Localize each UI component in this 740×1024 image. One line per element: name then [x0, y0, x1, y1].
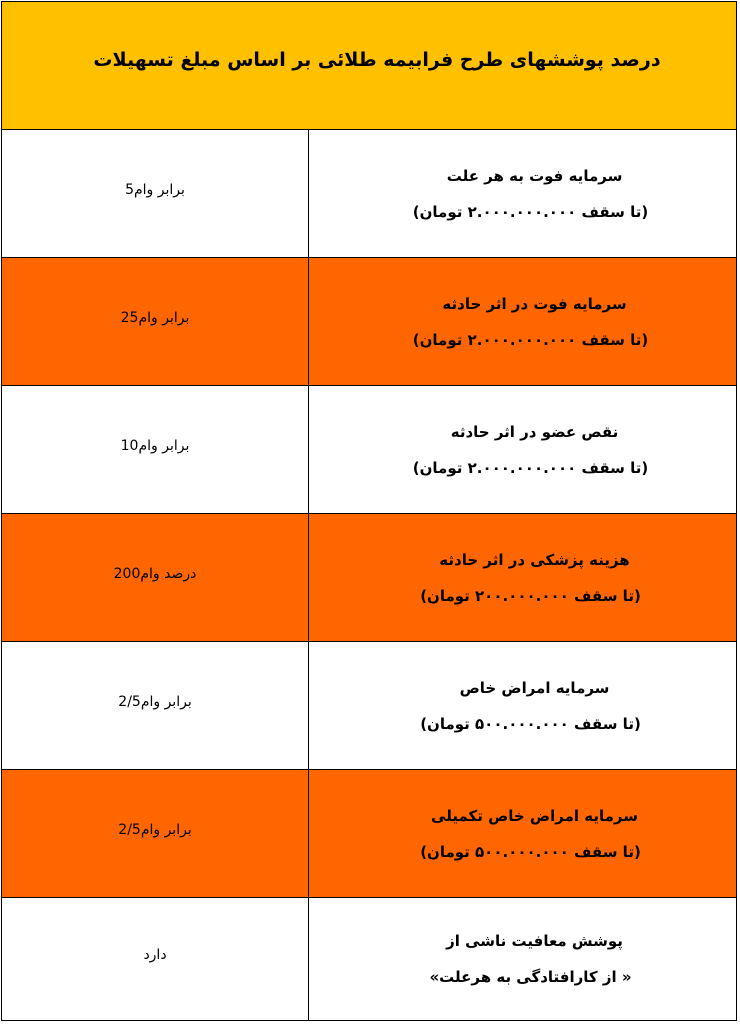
coverage-cap: (تا سقف ۲.۰۰۰.۰۰۰.۰۰۰ تومان) — [412, 458, 649, 477]
coverage-value: 2/5برابر وام — [118, 693, 192, 710]
coverage-cell — [309, 514, 736, 641]
table-row — [2, 770, 736, 898]
coverage-value: 5برابر وام — [125, 181, 185, 198]
coverage-cap: (تا سقف ۲۰۰.۰۰۰.۰۰۰ تومان) — [420, 586, 641, 605]
value-cell — [2, 898, 308, 1020]
coverage-title: سرمایه امراض خاص تکمیلی — [431, 806, 638, 825]
coverage-value: 10برابر وام — [120, 437, 190, 454]
coverage-cell — [309, 130, 736, 257]
coverage-value: 200درصد وام — [113, 565, 197, 582]
coverage-cell — [309, 642, 736, 769]
coverage-cap: (تا سقف ۵۰۰.۰۰۰.۰۰۰ تومان) — [420, 842, 641, 861]
table-row — [2, 386, 736, 514]
table-row — [2, 130, 736, 258]
coverage-cap: (تا سقف ۲.۰۰۰.۰۰۰.۰۰۰ تومان) — [412, 330, 649, 349]
value-cell — [2, 258, 308, 385]
table-header — [2, 2, 736, 130]
value-cell — [2, 770, 308, 897]
value-cell — [2, 514, 308, 641]
coverage-title: پوشش معافیت ناشی از — [446, 932, 623, 950]
coverage-title: سرمایه فوت در اثر حادثه — [442, 294, 627, 313]
coverage-cell — [309, 386, 736, 513]
coverage-title: سرمایه امراض خاص — [459, 678, 610, 697]
coverage-cell — [309, 898, 736, 1020]
coverage-cell — [309, 770, 736, 897]
table-row — [2, 898, 736, 1020]
coverage-title: هزینه پزشکی در اثر حادثه — [439, 550, 630, 569]
table-row — [2, 258, 736, 386]
value-cell — [2, 642, 308, 769]
coverage-cell — [309, 258, 736, 385]
value-cell — [2, 386, 308, 513]
coverage-value: 25برابر وام — [120, 309, 190, 326]
coverage-value: 2/5برابر وام — [118, 821, 192, 838]
coverage-table — [1, 1, 737, 1021]
coverage-title: نقص عضو در اثر حادثه — [450, 422, 619, 441]
coverage-title: سرمایه فوت به هر علت — [446, 166, 623, 185]
coverage-cap: « از کارافتادگی به هرعلت» — [429, 968, 632, 986]
coverage-value: دارد — [143, 947, 167, 963]
coverage-cap: (تا سقف ۵۰۰.۰۰۰.۰۰۰ تومان) — [420, 714, 641, 733]
table-row — [2, 642, 736, 770]
coverage-cap: (تا سقف ۲.۰۰۰.۰۰۰.۰۰۰ تومان) — [412, 202, 649, 221]
value-cell — [2, 130, 308, 257]
table-row — [2, 514, 736, 642]
table-title: درصد پوششهای طرح فرابیمه طلائی بر اساس مبلغ تسهیلات — [93, 48, 661, 71]
